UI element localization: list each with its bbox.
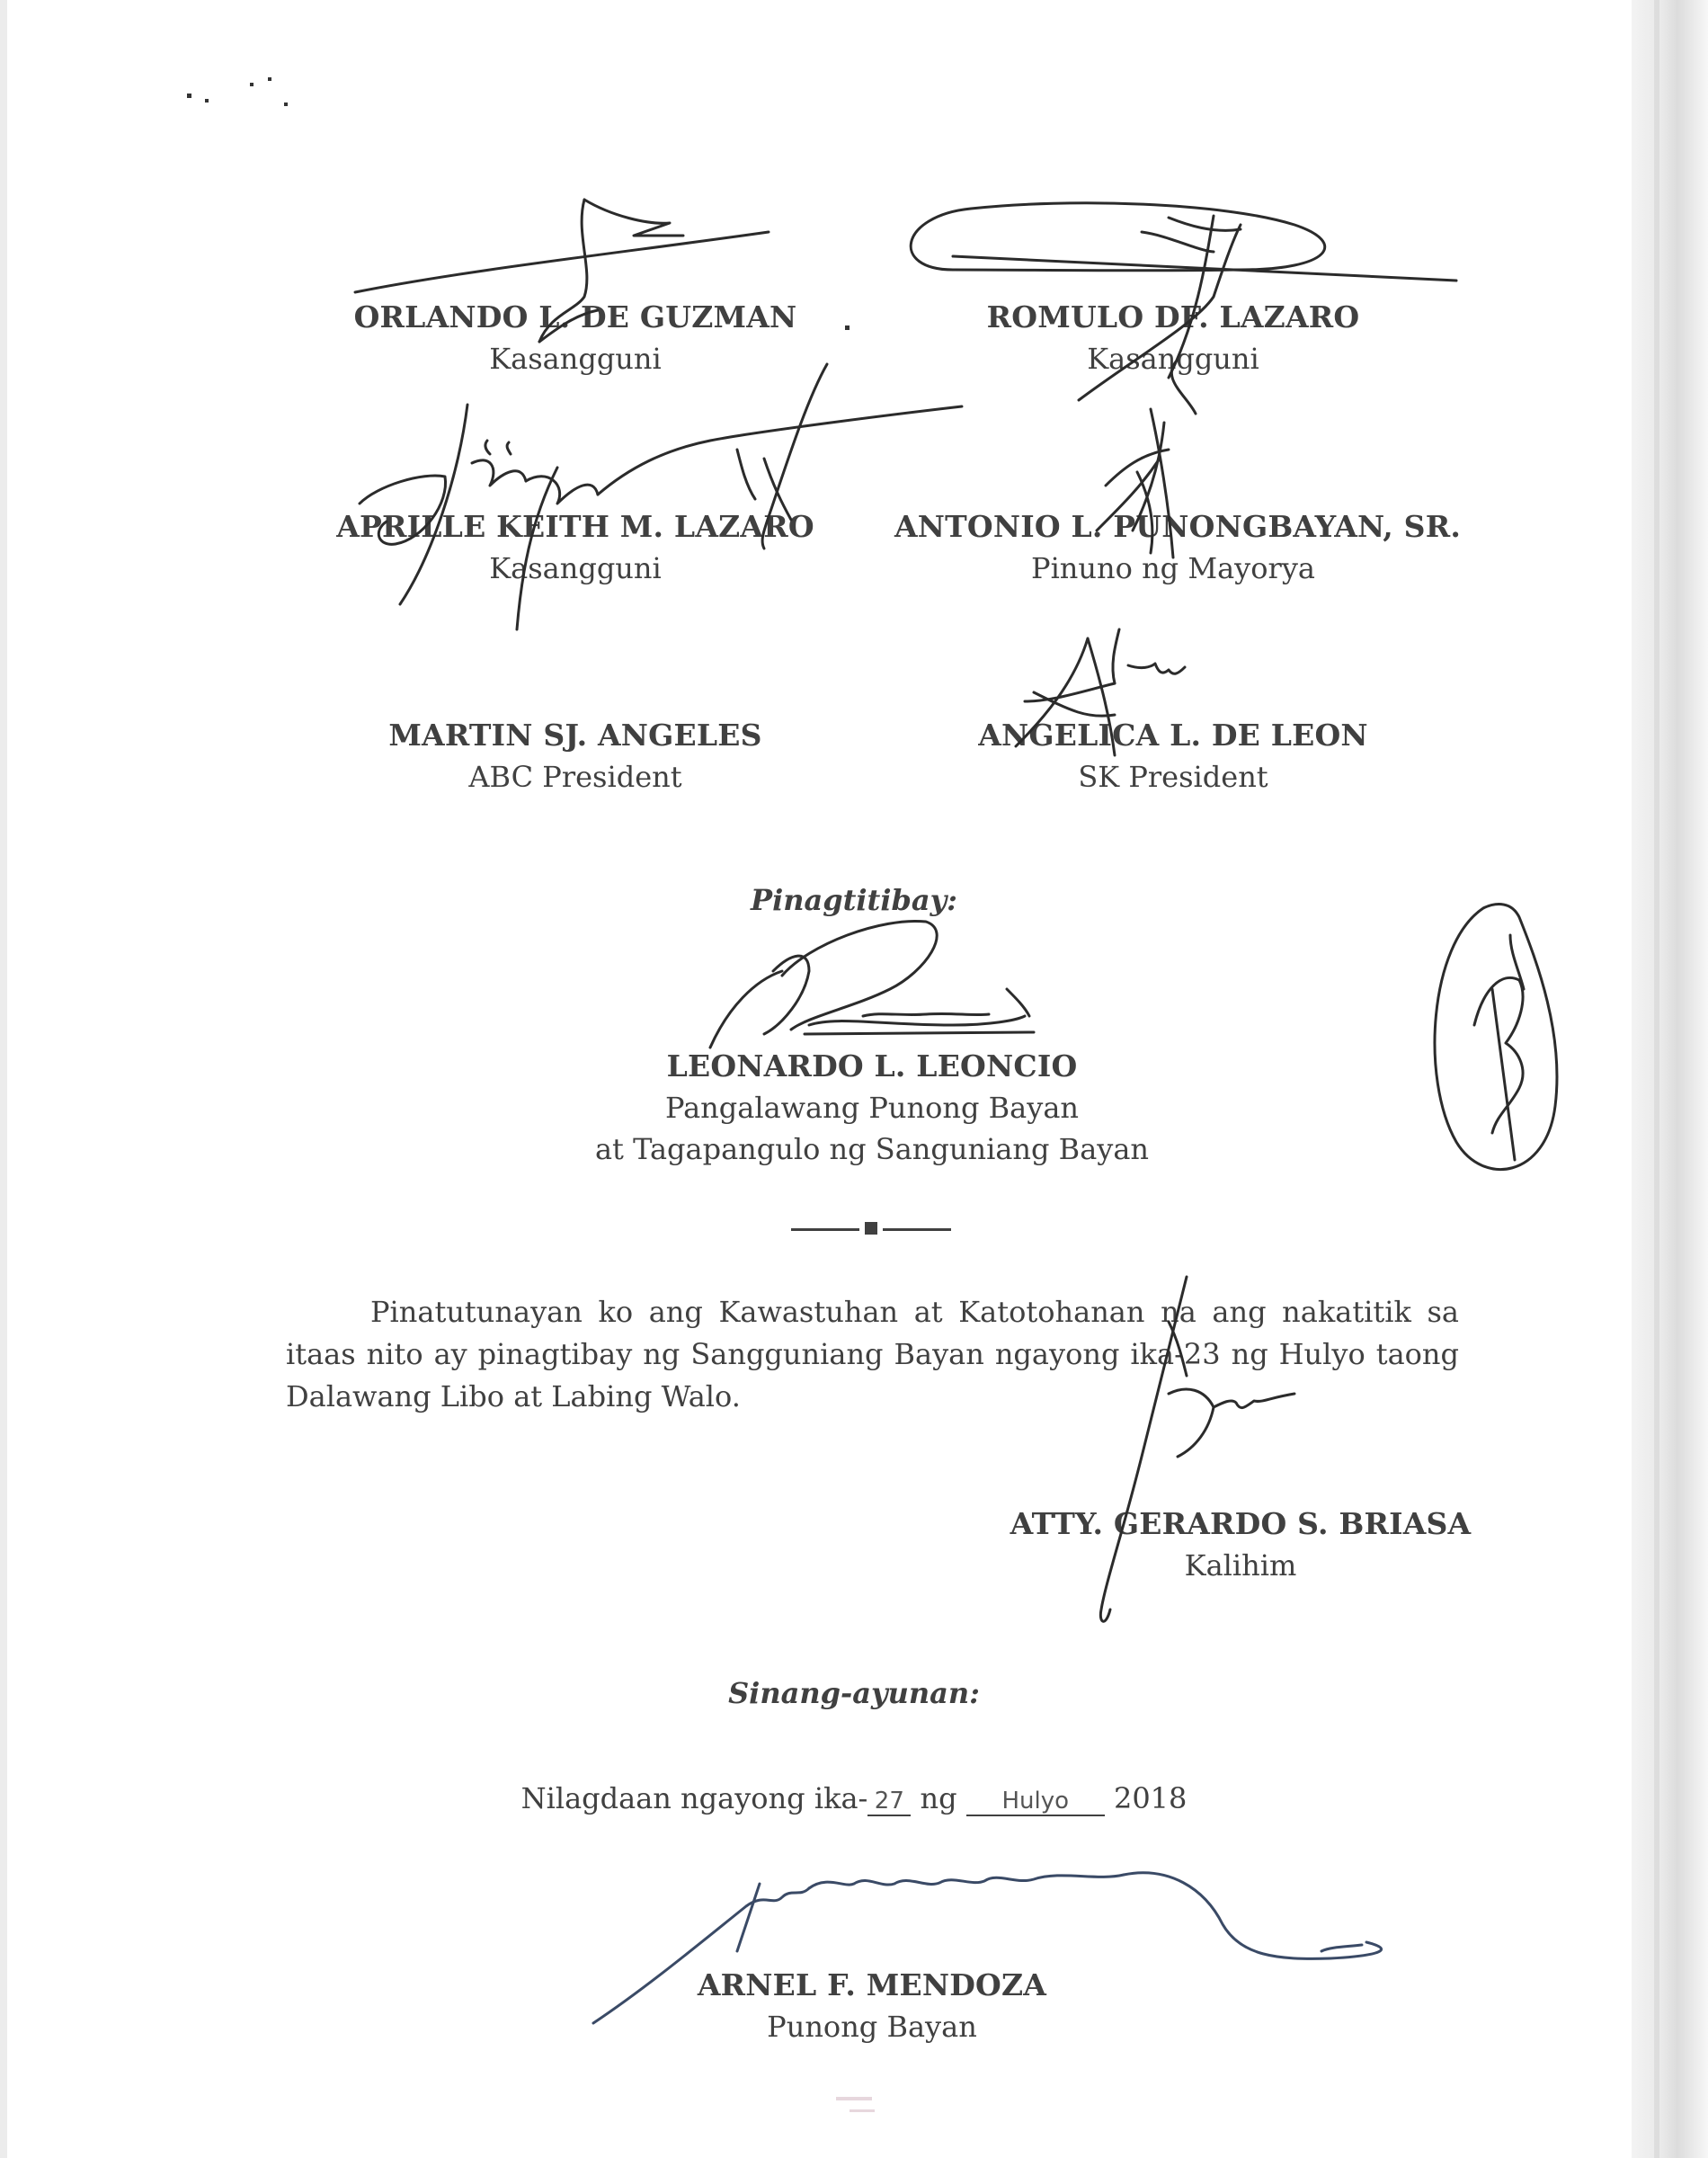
approval-title-line2: at Tagapangulo ng Sanguniang Bayan	[594, 1132, 1150, 1166]
consent-heading: Sinang-ayunan:	[728, 1676, 980, 1710]
signatory-name: ORLANDO L. DE GUZMAN	[353, 299, 797, 334]
approval-heading: Pinagtitibay:	[751, 883, 957, 917]
signature-de-leon	[1016, 629, 1185, 755]
stamp-residue	[836, 2097, 875, 2112]
signature-romulo-lazaro	[911, 203, 1456, 414]
signatory-title: Kasangguni	[489, 342, 662, 376]
signatory-name: ROMULO DF. LAZARO	[986, 299, 1360, 334]
mayor-title: Punong Bayan	[767, 2010, 977, 2044]
signature-margin-initial	[1435, 905, 1557, 1170]
signature-briasa	[1100, 1277, 1294, 1621]
signature-leoncio	[710, 921, 1034, 1048]
approval-title-line1: Pangalawang Punong Bayan	[664, 1091, 1080, 1125]
signatory-title: Pinuno ng Mayorya	[1031, 551, 1315, 585]
signature-punongbayan	[1097, 409, 1173, 557]
signatory-name: ANGELICA L. DE LEON	[978, 718, 1368, 753]
date-prefix: Nilagdaan ngayong ika-	[520, 1781, 868, 1815]
signature-aprille-lazaro	[360, 364, 962, 629]
signatory-title: Kasangguni	[489, 551, 662, 585]
approval-name: LEONARDO L. LEONCIO	[666, 1048, 1078, 1083]
signatory-title: Kasangguni	[1087, 342, 1259, 376]
signatory-name: APRILLE KEITH M. LAZARO	[336, 509, 814, 544]
secretary-name: ATTY. GERARDO S. BRIASA	[1010, 1506, 1472, 1541]
signatory-name: MARTIN SJ. ANGELES	[388, 718, 762, 753]
date-mid: ng	[911, 1781, 966, 1815]
secretary-title: Kalihim	[1184, 1548, 1297, 1583]
mayor-name: ARNEL F. MENDOZA	[697, 1967, 1047, 2002]
signature-mendoza	[593, 1873, 1382, 2023]
signatory-title: SK President	[1078, 760, 1268, 794]
day-field: 27	[867, 1788, 911, 1816]
signatory-title: ABC President	[468, 760, 682, 794]
month-field: Hulyo	[966, 1788, 1105, 1816]
certification-text: Pinatutunayan ko ang Kawastuhan at Katotohanan na ang nakatitik sa itaas nito ay pinagtibay ng Sangguniang Bayan ngayong ika-23 ng Hulyo taong Dalawang Libo at Labing Walo.	[286, 1295, 1459, 1413]
signatory-name: ANTONIO L. PUNONGBAYAN, SR.	[894, 509, 1462, 544]
signature-de-guzman	[355, 200, 769, 342]
date-year: 2018	[1104, 1781, 1188, 1815]
